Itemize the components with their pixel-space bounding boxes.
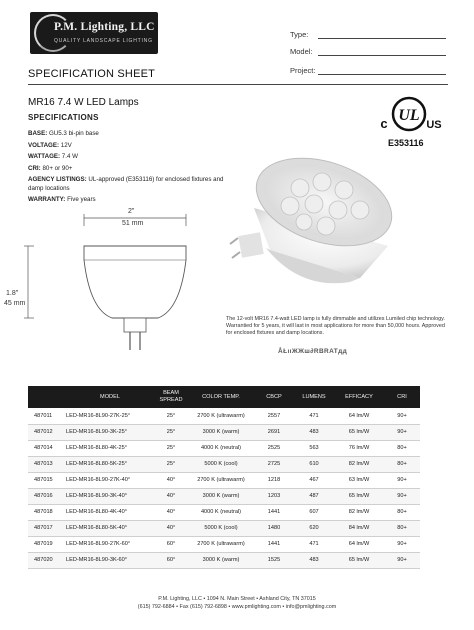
- logo-name: P.M. Lighting, LLC: [54, 21, 155, 33]
- cell-lumens: 483: [294, 424, 334, 440]
- cell-cbcp: 1525: [254, 552, 294, 568]
- cell-model: LED-MR16-8L80-5K-40°: [66, 520, 154, 536]
- cell-model: LED-MR16-8L90-27K-25°: [66, 408, 154, 424]
- table-row: [28, 536, 420, 552]
- table-row: [28, 408, 420, 424]
- cell-beam: 25°: [154, 456, 188, 472]
- table-row: [28, 456, 420, 472]
- cell-model: LED-MR16-8L80-4K-40°: [66, 504, 154, 520]
- dimension-width-mm: 51 mm: [122, 220, 144, 227]
- col-model: MODEL: [100, 393, 120, 400]
- col-efficacy: EFFICACY: [345, 393, 373, 400]
- lamp-photo: [210, 150, 420, 310]
- cell-item: 487019: [28, 536, 66, 552]
- cell-lumens: 563: [294, 440, 334, 456]
- cell-item: 487020: [28, 552, 66, 568]
- cell-cbcp: 1218: [254, 472, 294, 488]
- cell-cri: 80+: [384, 440, 420, 456]
- col-beam: BEAM SPREAD: [159, 390, 183, 403]
- cell-beam: 40°: [154, 472, 188, 488]
- cell-efficacy: 65 lm/W: [334, 488, 384, 504]
- header-divider: [28, 84, 448, 85]
- lamp-dimension-drawing: [0, 200, 210, 370]
- cell-lumens: 607: [294, 504, 334, 520]
- cell-model: LED-MR16-8L90-27K-40°: [66, 472, 154, 488]
- model-label: Model:: [290, 47, 313, 56]
- cell-efficacy: 63 lm/W: [334, 472, 384, 488]
- cell-color: 3000 K (warm): [188, 424, 254, 440]
- cell-lumens: 487: [294, 488, 334, 504]
- cell-item: 487018: [28, 504, 66, 520]
- type-field[interactable]: [318, 38, 446, 39]
- project-label: Project:: [290, 66, 316, 75]
- cell-model: LED-MR16-8L80-4K-25°: [66, 440, 154, 456]
- cell-efficacy: 84 lm/W: [334, 520, 384, 536]
- cell-lumens: 471: [294, 536, 334, 552]
- specifications-list: [28, 130, 233, 208]
- spec-voltage: VOLTAGE: 12V: [28, 141, 72, 149]
- col-item: [28, 386, 66, 408]
- cell-color: 2700 K (ultrawarm): [188, 408, 254, 424]
- cell-item: 487014: [28, 440, 66, 456]
- cell-efficacy: 65 lm/W: [334, 424, 384, 440]
- dimension-height-in: 1.8": [6, 290, 19, 297]
- ul-file-number: E353116: [388, 138, 424, 148]
- cell-lumens: 483: [294, 552, 334, 568]
- ul-letters: UL: [398, 107, 420, 124]
- col-lumens: LUMENS: [302, 393, 326, 400]
- cell-cri: 90+: [384, 552, 420, 568]
- col-cbcp: CBCP: [266, 393, 282, 400]
- cell-beam: 40°: [154, 520, 188, 536]
- cell-color: 5000 K (cool): [188, 520, 254, 536]
- ul-us-letters: US: [426, 119, 442, 131]
- type-label: Type:: [290, 30, 309, 39]
- cell-efficacy: 82 lm/W: [334, 504, 384, 520]
- cell-lumens: 620: [294, 520, 334, 536]
- signature: ÅŁııЖЖш∂RBRATдд: [278, 348, 348, 355]
- dimension-height-mm: 45 mm: [4, 300, 26, 307]
- cell-item: 487011: [28, 408, 66, 424]
- spec-cri: CRI: 80+ or 90+: [28, 164, 73, 172]
- footer-contact: (615) 792-6884 • Fax (615) 792-6898 • www.pmlighting.com • info@pmlighting.com: [137, 604, 337, 610]
- cell-color: 3000 K (warm): [188, 552, 254, 568]
- cell-model: LED-MR16-8L90-3K-25°: [66, 424, 154, 440]
- sheet-title: SPECIFICATION SHEET: [28, 68, 156, 80]
- cell-model: LED-MR16-8L80-5K-25°: [66, 456, 154, 472]
- cell-cri: 80+: [384, 456, 420, 472]
- cell-model: LED-MR16-8L90-3K-60°: [66, 552, 154, 568]
- cell-lumens: 610: [294, 456, 334, 472]
- cell-cri: 80+: [384, 504, 420, 520]
- cell-efficacy: 65 lm/W: [334, 552, 384, 568]
- cell-model: LED-MR16-8L90-3K-40°: [66, 488, 154, 504]
- cell-cbcp: 1480: [254, 520, 294, 536]
- footer-address: P.M. Lighting, LLC • 1094 N. Main Street • Ashland City, TN 37015: [158, 596, 316, 602]
- table-row: [28, 504, 420, 520]
- cell-efficacy: 64 lm/W: [334, 408, 384, 424]
- table-row: [28, 520, 420, 536]
- cell-cbcp: 1441: [254, 536, 294, 552]
- company-logo: [30, 12, 158, 54]
- dimension-width-in: 2": [128, 208, 135, 215]
- spec-warranty: WARRANTY: Five years: [28, 196, 96, 203]
- cell-color: 2700 K (ultrawarm): [188, 536, 254, 552]
- table-header-row: [28, 386, 420, 408]
- cell-cri: 90+: [384, 424, 420, 440]
- product-description: The 12-volt MR16 7.4-watt LED lamp is fully dimmable and utilizes Lumiled chip technology. Warrantied for 5 years, it will last in most applications for more than 50,000 hours. Approved for enclosed fixtures and damp locations.: [226, 316, 445, 337]
- cell-cbcp: 1441: [254, 504, 294, 520]
- cell-efficacy: 76 lm/W: [334, 440, 384, 456]
- cell-cbcp: 2557: [254, 408, 294, 424]
- product-title: MR16 7.4 W LED Lamps: [28, 97, 139, 108]
- cell-color: 3000 K (warm): [188, 488, 254, 504]
- logo-tagline: QUALITY LANDSCAPE LIGHTING: [54, 38, 153, 44]
- cell-item: 487013: [28, 456, 66, 472]
- cell-cbcp: 1203: [254, 488, 294, 504]
- cell-cbcp: 2525: [254, 440, 294, 456]
- cell-beam: 40°: [154, 504, 188, 520]
- cell-efficacy: 82 lm/W: [334, 456, 384, 472]
- model-field[interactable]: [318, 55, 446, 56]
- project-field[interactable]: [318, 74, 446, 75]
- product-table: [28, 386, 420, 569]
- cell-cbcp: 2725: [254, 456, 294, 472]
- cell-item: 487012: [28, 424, 66, 440]
- cell-cri: 90+: [384, 472, 420, 488]
- table-row: [28, 472, 420, 488]
- table-row: [28, 424, 420, 440]
- cell-efficacy: 64 lm/W: [334, 536, 384, 552]
- cell-model: LED-MR16-8L90-27K-60°: [66, 536, 154, 552]
- cell-item: 487016: [28, 488, 66, 504]
- cell-beam: 25°: [154, 424, 188, 440]
- cell-cri: 90+: [384, 488, 420, 504]
- spec-agency: AGENCY LISTINGS: UL-approved (E353116) for enclosed fixtures and damp locations: [28, 176, 224, 192]
- table-row: [28, 552, 420, 568]
- cell-color: 4000 K (neutral): [188, 504, 254, 520]
- cell-cri: 90+: [384, 536, 420, 552]
- spec-wattage: WATTAGE: 7.4 W: [28, 153, 78, 160]
- logo-crescent-icon: [34, 14, 72, 52]
- cell-lumens: 471: [294, 408, 334, 424]
- specifications-heading: SPECIFICATIONS: [28, 113, 99, 122]
- cell-beam: 40°: [154, 488, 188, 504]
- cell-item: 487015: [28, 472, 66, 488]
- col-color: COLOR TEMP.: [202, 393, 240, 400]
- cell-cbcp: 2691: [254, 424, 294, 440]
- cell-cri: 90+: [384, 408, 420, 424]
- spec-base: BASE: GU5.3 bi-pin base: [28, 130, 99, 137]
- cell-beam: 25°: [154, 440, 188, 456]
- cell-color: 5000 K (cool): [188, 456, 254, 472]
- cell-color: 4000 K (neutral): [188, 440, 254, 456]
- cell-color: 2700 K (ultrawarm): [188, 472, 254, 488]
- table-row: [28, 440, 420, 456]
- cell-beam: 25°: [154, 408, 188, 424]
- table-row: [28, 488, 420, 504]
- cell-beam: 60°: [154, 536, 188, 552]
- cell-item: 487017: [28, 520, 66, 536]
- cell-cri: 80+: [384, 520, 420, 536]
- col-cri: CRI: [397, 393, 407, 400]
- cell-lumens: 467: [294, 472, 334, 488]
- ul-c-letter: c: [380, 116, 388, 131]
- cell-beam: 60°: [154, 552, 188, 568]
